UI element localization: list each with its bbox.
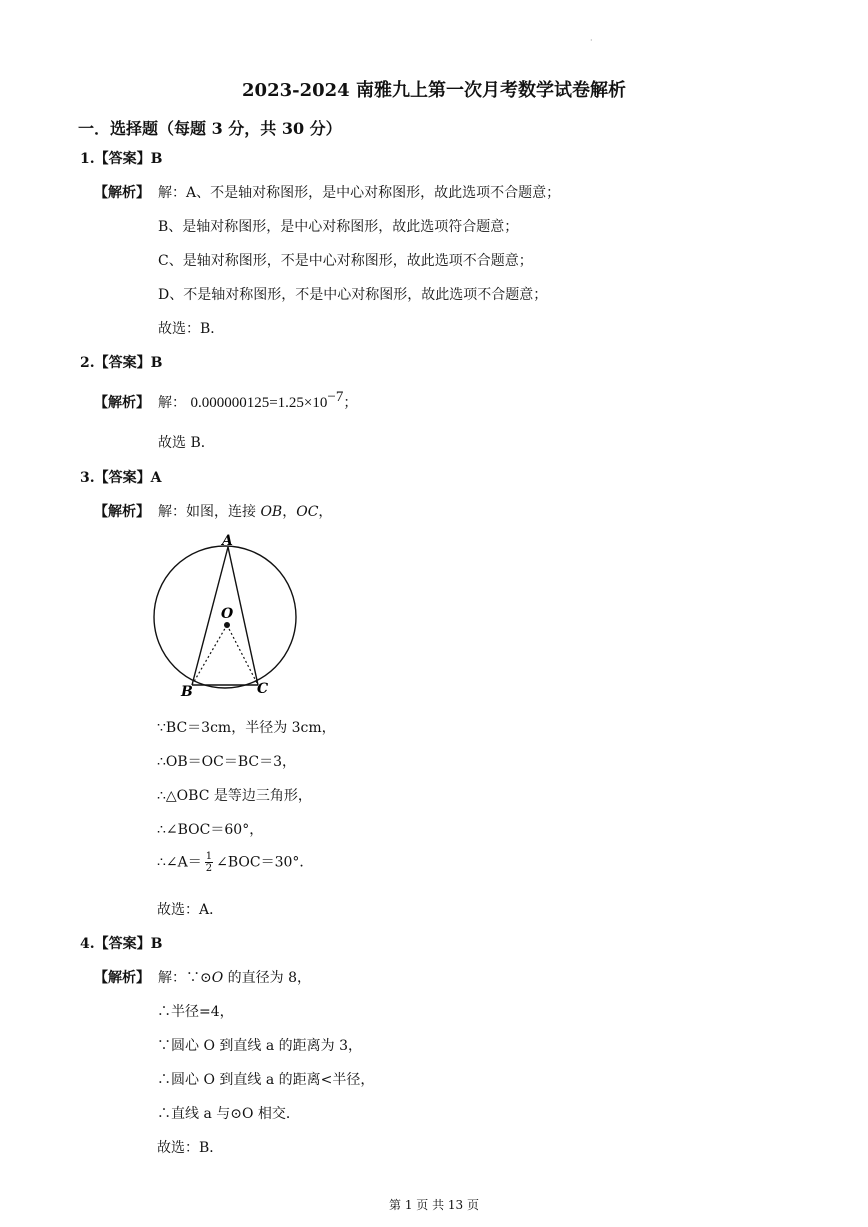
q1-line-d: D、不是轴对称图形，不是中心对称图形，故此选项不合题意；: [158, 287, 548, 303]
q1-answer: 1.【答案】B: [80, 151, 163, 167]
page-title: 2023-2024 南雅九上第一次月考数学试卷解析: [242, 80, 626, 101]
q4-line-2: ∴半径=4，: [157, 1004, 234, 1020]
q4-answer: 4.【答案】B: [80, 936, 163, 952]
q3-answer: 3.【答案】A: [80, 470, 162, 486]
q3-conclusion: 故选：A．: [157, 902, 224, 918]
q3-intro-text: 解：如图，连接: [158, 504, 261, 520]
label-o: O: [221, 606, 234, 622]
section-heading: 一．选择题（每题 3 分，共 30 分）: [78, 119, 342, 138]
q3-line-3: ∴△OBC 是等边三角形，: [157, 788, 312, 804]
label-c: C: [257, 681, 269, 697]
header-mark: ·: [590, 36, 593, 45]
q4-circle-o: O: [211, 970, 224, 986]
q1-line-a: 解：A、不是轴对称图形，是中心对称图形，故此选项不合题意；: [158, 185, 561, 201]
q2-analysis-label: 【解析】: [94, 395, 150, 411]
segment-ob-dotted: [192, 625, 227, 685]
circle-triangle-figure: [150, 530, 310, 700]
q3-intro-separator: ，: [282, 504, 297, 520]
q3-segment-oc: OC: [296, 504, 319, 520]
fraction-denominator: 2: [205, 863, 213, 874]
q3-angle-a: ∴∠A＝: [157, 854, 202, 871]
q4-given: 解：∵⊙: [158, 970, 212, 986]
q4-conclusion: 故选：B．: [157, 1140, 224, 1156]
q3-segment-ob: OB: [260, 504, 283, 520]
center-point-o: [224, 622, 230, 628]
q3-angle-result: ∠BOC＝30°．: [216, 854, 314, 871]
page-footer: 第 1 页 共 13 页: [389, 1198, 479, 1212]
q3-line-2: ∴OB＝OC＝BC＝3，: [157, 754, 297, 770]
q3-intro: [158, 501, 332, 521]
q1-line-c: C、是轴对称图形，不是中心对称图形，故此选项不合题意；: [158, 253, 533, 269]
q2-expression-line: [158, 389, 358, 412]
q3-analysis-label: 【解析】: [94, 504, 150, 520]
q4-line-5: ∴直线 a 与⊙O 相交．: [157, 1106, 300, 1122]
q4-line-4: ∴圆心 O 到直线 a 的距离<半径，: [157, 1072, 375, 1088]
fraction-numerator: 1: [205, 851, 213, 862]
q2-expression: 0.000000125=1.25×10: [190, 395, 328, 411]
q1-line-b: B、是轴对称图形，是中心对称图形，故此选项符合题意；: [158, 219, 519, 235]
q4-line-1: [158, 967, 311, 987]
label-a: A: [222, 533, 233, 549]
segment-oc-dotted: [227, 625, 258, 685]
q4-analysis-label: 【解析】: [94, 970, 150, 986]
q3-line-4: ∴∠BOC＝60°，: [157, 822, 264, 838]
q2-prefix: 解：: [158, 395, 186, 411]
q2-exponent: −7: [327, 389, 344, 405]
q2-conclusion: 故选 B．: [158, 435, 215, 451]
label-b: B: [181, 684, 193, 700]
q3-line-1: ∵BC＝3cm，半径为 3cm，: [157, 720, 336, 736]
q3-line-5: [157, 851, 313, 874]
q4-line-3: ∵圆心 O 到直线 a 的距离为 3，: [157, 1038, 362, 1054]
q1-conclusion: 故选：B．: [158, 321, 225, 337]
q2-answer: 2.【答案】B: [80, 355, 163, 371]
q2-suffix: ；: [343, 395, 358, 411]
q4-diameter: 的直径为 8，: [223, 970, 312, 986]
q3-intro-end: ，: [318, 504, 333, 520]
q1-analysis-label: 【解析】: [94, 185, 150, 201]
half-fraction: [205, 851, 213, 874]
